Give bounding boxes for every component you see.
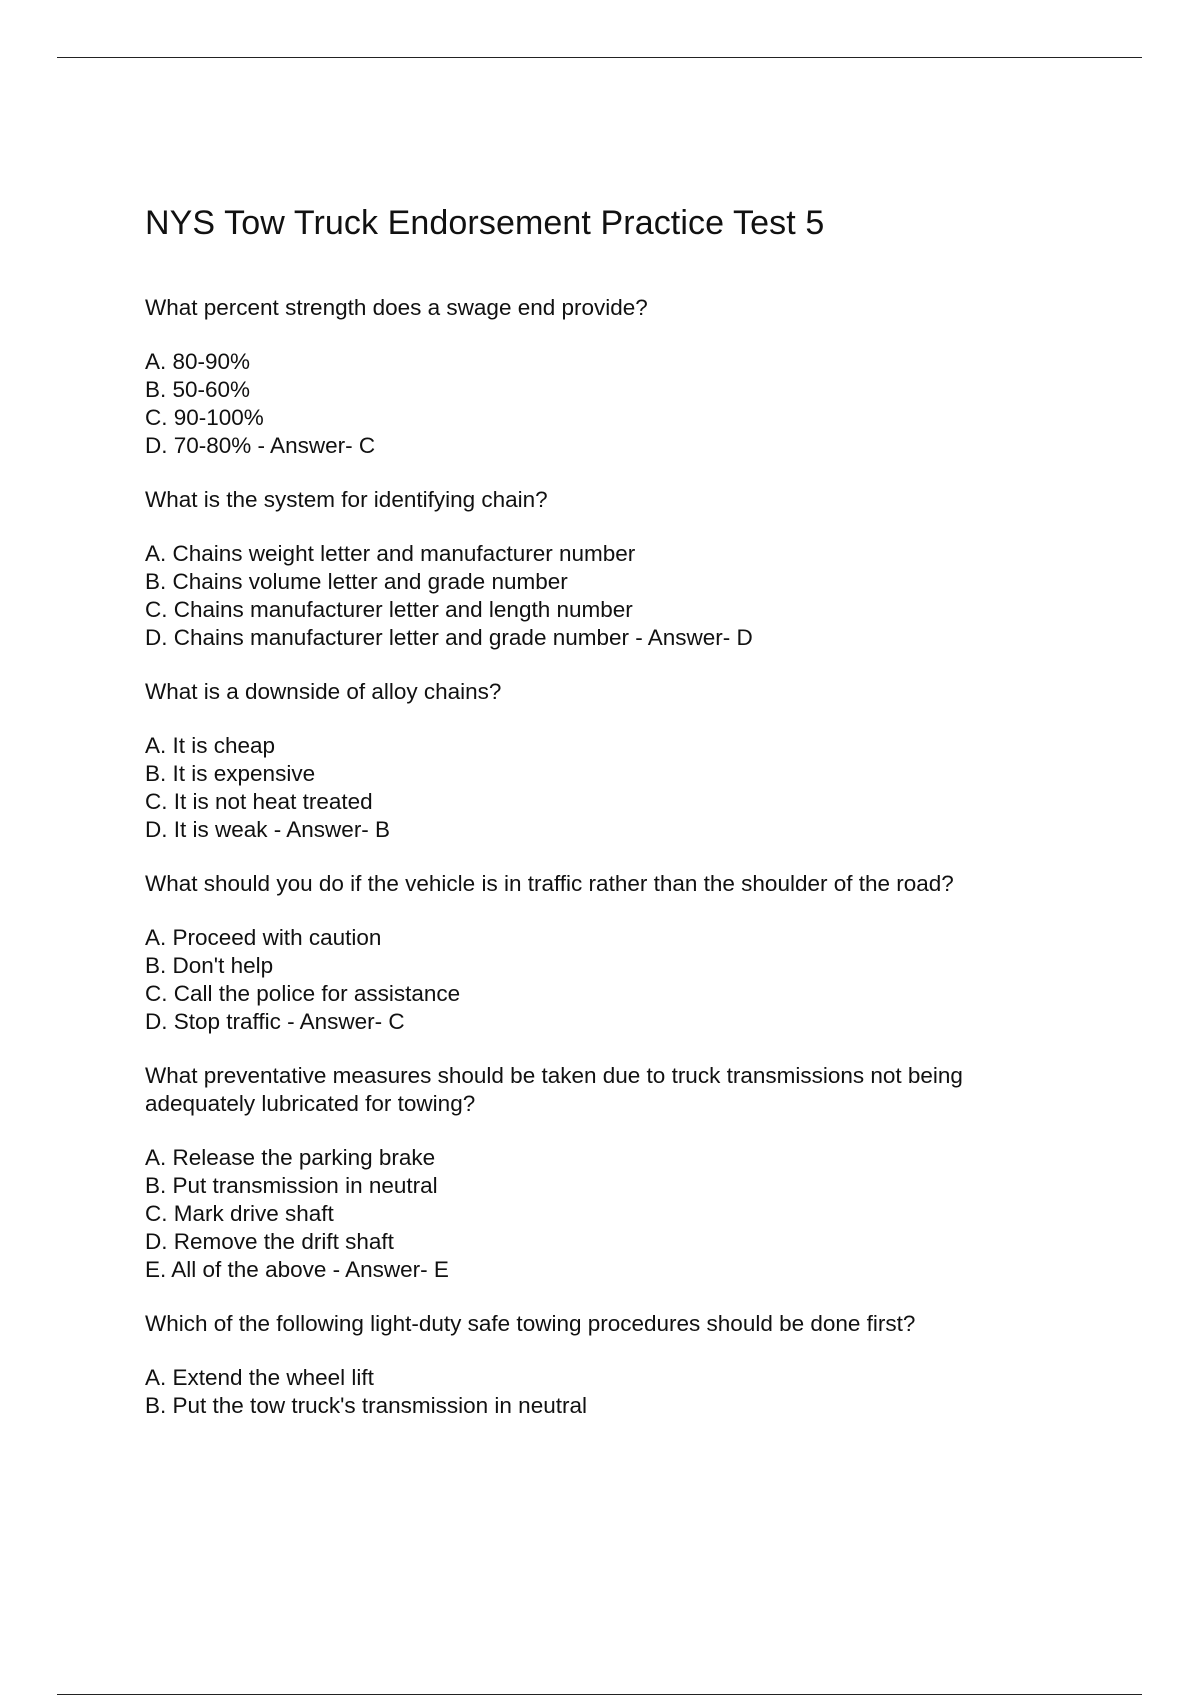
question-text: Which of the following light-duty safe towing procedures should be done first? <box>145 1311 916 1336</box>
footer-rule <box>57 1694 1142 1695</box>
option-item: A. Proceed with caution <box>145 925 382 950</box>
option-item: A. Chains weight letter and manufacturer number <box>145 541 636 566</box>
question-5 <box>145 1062 1045 1284</box>
option-list <box>145 1144 1045 1284</box>
option-list <box>145 732 1045 844</box>
option-item: B. Put transmission in neutral <box>145 1173 438 1198</box>
question-1 <box>145 294 1045 460</box>
option-item: C. 90-100% <box>145 405 264 430</box>
option-item: D. Chains manufacturer letter and grade number - Answer- D <box>145 625 753 650</box>
option-item: B. Don't help <box>145 953 274 978</box>
option-item: B. It is expensive <box>145 761 316 786</box>
option-item: B. Chains volume letter and grade number <box>145 569 568 594</box>
option-list <box>145 1364 1045 1420</box>
option-list <box>145 540 1045 652</box>
question-4 <box>145 870 1045 1036</box>
option-item: E. All of the above - Answer- E <box>145 1257 449 1282</box>
option-item: D. Stop traffic - Answer- C <box>145 1009 405 1034</box>
question-6 <box>145 1310 1045 1420</box>
option-item: A. Release the parking brake <box>145 1145 436 1170</box>
question-text: What preventative measures should be taken due to truck transmissions not being adequately lubricated for towing? <box>145 1063 963 1116</box>
option-item: A. Extend the wheel lift <box>145 1365 374 1390</box>
header-rule <box>57 57 1142 58</box>
option-item: A. 80-90% <box>145 349 251 374</box>
option-item: C. Call the police for assistance <box>145 981 461 1006</box>
option-item: C. Mark drive shaft <box>145 1201 334 1226</box>
option-list <box>145 924 1045 1036</box>
document-title: NYS Tow Truck Endorsement Practice Test 5 <box>145 204 825 242</box>
option-item: B. 50-60% <box>145 377 251 402</box>
question-text: What is the system for identifying chain? <box>145 487 548 512</box>
option-item: C. Chains manufacturer letter and length number <box>145 597 633 622</box>
question-text: What is a downside of alloy chains? <box>145 679 502 704</box>
question-text: What should you do if the vehicle is in traffic rather than the shoulder of the road? <box>145 871 954 896</box>
option-item: C. It is not heat treated <box>145 789 373 814</box>
option-item: B. Put the tow truck's transmission in neutral <box>145 1393 587 1418</box>
question-2 <box>145 486 1045 652</box>
option-item: D. Remove the drift shaft <box>145 1229 394 1254</box>
question-text: What percent strength does a swage end provide? <box>145 295 648 320</box>
option-item: D. 70-80% - Answer- C <box>145 433 376 458</box>
question-3 <box>145 678 1045 844</box>
option-list <box>145 348 1045 460</box>
option-item: A. It is cheap <box>145 733 276 758</box>
document-body <box>145 200 1045 1446</box>
option-item: D. It is weak - Answer- B <box>145 817 391 842</box>
